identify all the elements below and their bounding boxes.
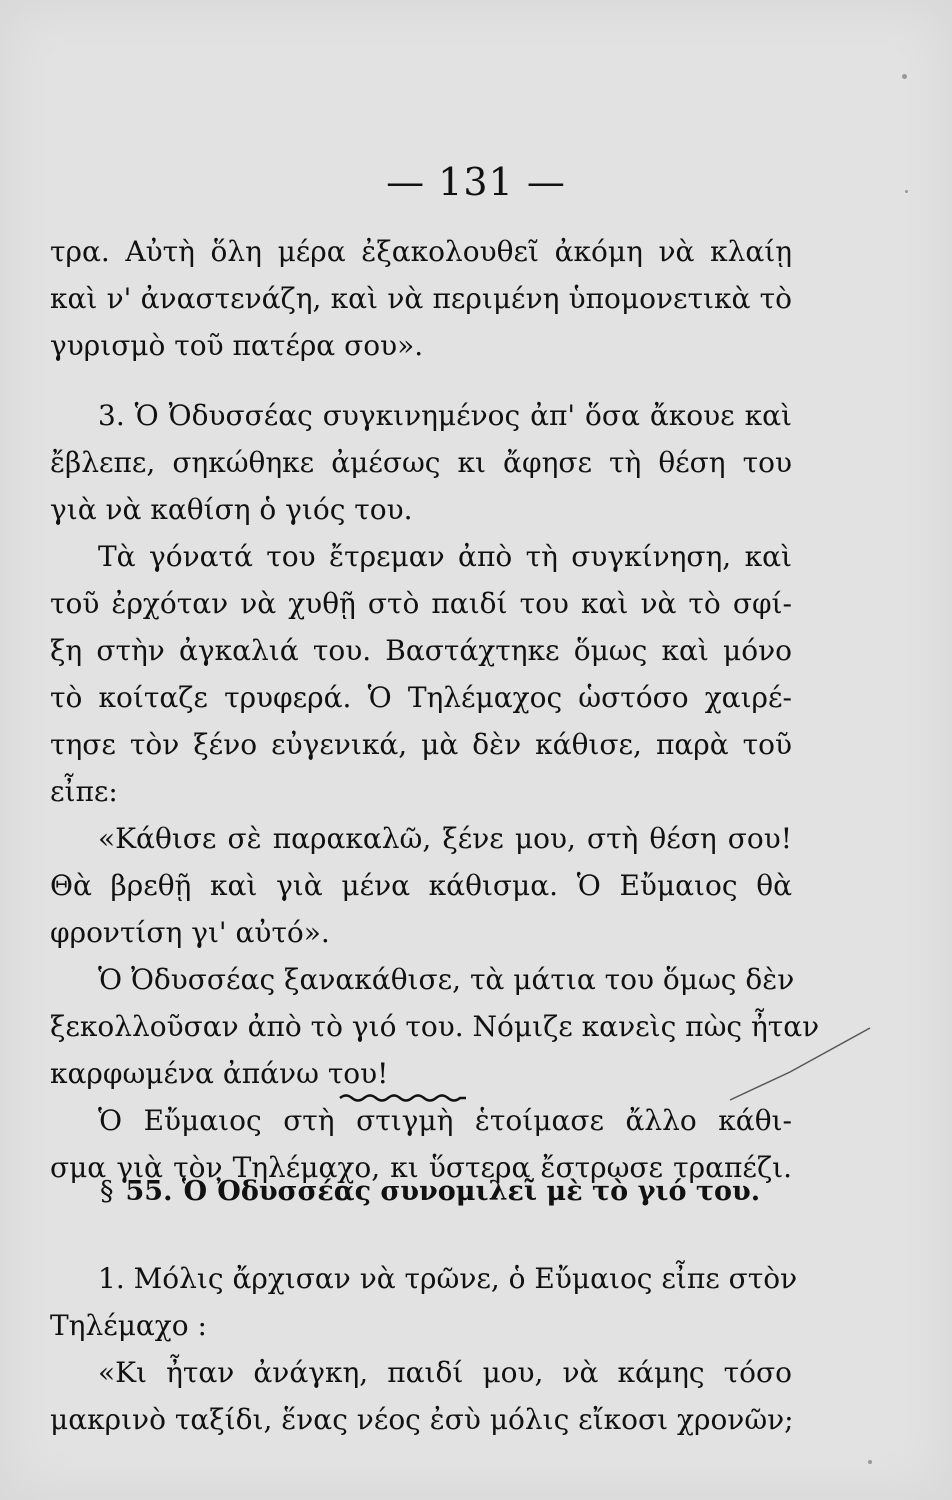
section-heading xyxy=(100,1176,760,1207)
text-line: καρφωμένα ἀπάνω του! xyxy=(50,1057,389,1090)
text-line: γυρισμὸ τοῦ πατέρα σου». xyxy=(50,329,424,362)
text-line: φροντίση γι' αὐτό». xyxy=(50,916,330,949)
text-line: ἔβλεπε, σηκώθηκε ἀμέσως κι ἄφησε τὴ θέση του xyxy=(50,446,792,479)
text-line: τὸ κοίταζε τρυφερά. Ὁ Τηλέμαχος ὡστόσο χαιρέ- xyxy=(50,681,792,714)
text-line: «Κάθισε σὲ παρακαλῶ, ξένε μου, στὴ θέση σου! xyxy=(98,822,792,855)
text-line: γιὰ νὰ καθίση ὁ γιός του. xyxy=(50,493,413,526)
text-line: Ὁ Ὀδυσσέας ξανακάθισε, τὰ μάτια του ὅμως δὲν xyxy=(98,963,795,996)
text-line: 3. Ὁ Ὀδυσσέας συγκινημένος ἀπ' ὅσα ἄκουε καὶ xyxy=(98,399,792,432)
text-line: τοῦ ἐρχόταν νὰ χυθῇ στὸ παιδί του καὶ νὰ τὸ σφί- xyxy=(50,587,792,620)
text-line: Τὰ γόνατά του ἔτρεμαν ἀπὸ τὴ συγκίνηση, καὶ xyxy=(98,540,792,573)
text-line: μακρινὸ ταξίδι, ἕνας νέος ἐσὺ μόλις εἴκοσι χρονῶν; xyxy=(50,1403,794,1436)
section-divider xyxy=(338,1090,468,1104)
paper-speck xyxy=(905,190,908,193)
text-line: Τηλέμαχο : xyxy=(50,1309,207,1342)
paper-speck xyxy=(902,74,907,79)
text-line: καὶ ν' ἀναστενάζη, καὶ νὰ περιμένη ὑπομονετικὰ τὸ xyxy=(50,282,792,315)
text-line: τησε τὸν ξένο εὐγενικά, μὰ δὲν κάθισε, παρὰ τοῦ xyxy=(50,728,792,761)
paper-speck xyxy=(868,1460,872,1464)
text-line: 1. Μόλις ἄρχισαν νὰ τρῶνε, ὁ Εὔμαιος εἶπε στὸν xyxy=(98,1262,798,1295)
text-line: Ὁ Εὔμαιος στὴ στιγμὴ ἑτοίμασε ἄλλο κάθι- xyxy=(98,1104,792,1137)
page-number: — 131 — xyxy=(386,160,566,204)
text-line: ξη στὴν ἀγκαλιά του. Βαστάχτηκε ὅμως καὶ μόνο xyxy=(50,634,792,667)
pencil-mark xyxy=(720,1020,880,1110)
section-symbol: § xyxy=(100,1176,114,1207)
text-line: σμα γιὰ τὸν Τηλέμαχο, κι ὕστερα ἔστρωσε τραπέζι. xyxy=(50,1151,792,1184)
paragraph-section-3 xyxy=(50,392,820,1191)
text-line: «Κι ἦταν ἀνάγκη, παιδί μου, νὰ κάμης τόσο xyxy=(98,1356,792,1389)
section-title: 55. Ὁ Ὀδυσσέας συνομιλεῖ μὲ τὸ γιό του. xyxy=(125,1176,761,1207)
text-line: τρα. Αὐτὴ ὅλη μέρα ἐξακολουθεῖ ἀκόμη νὰ κλαίῃ xyxy=(50,235,792,268)
paragraph-continuation xyxy=(50,228,792,369)
text-line: ξεκολλοῦσαν ἀπὸ τὸ γιό του. Νόμιζε κανεὶς πὼς ἦταν xyxy=(50,1010,820,1043)
paragraph-section-55 xyxy=(50,1255,798,1443)
text-line: Θὰ βρεθῇ καὶ γιὰ μένα κάθισμα. Ὁ Εὔμαιος θὰ xyxy=(50,869,792,902)
text-line: εἶπε: xyxy=(50,775,118,808)
